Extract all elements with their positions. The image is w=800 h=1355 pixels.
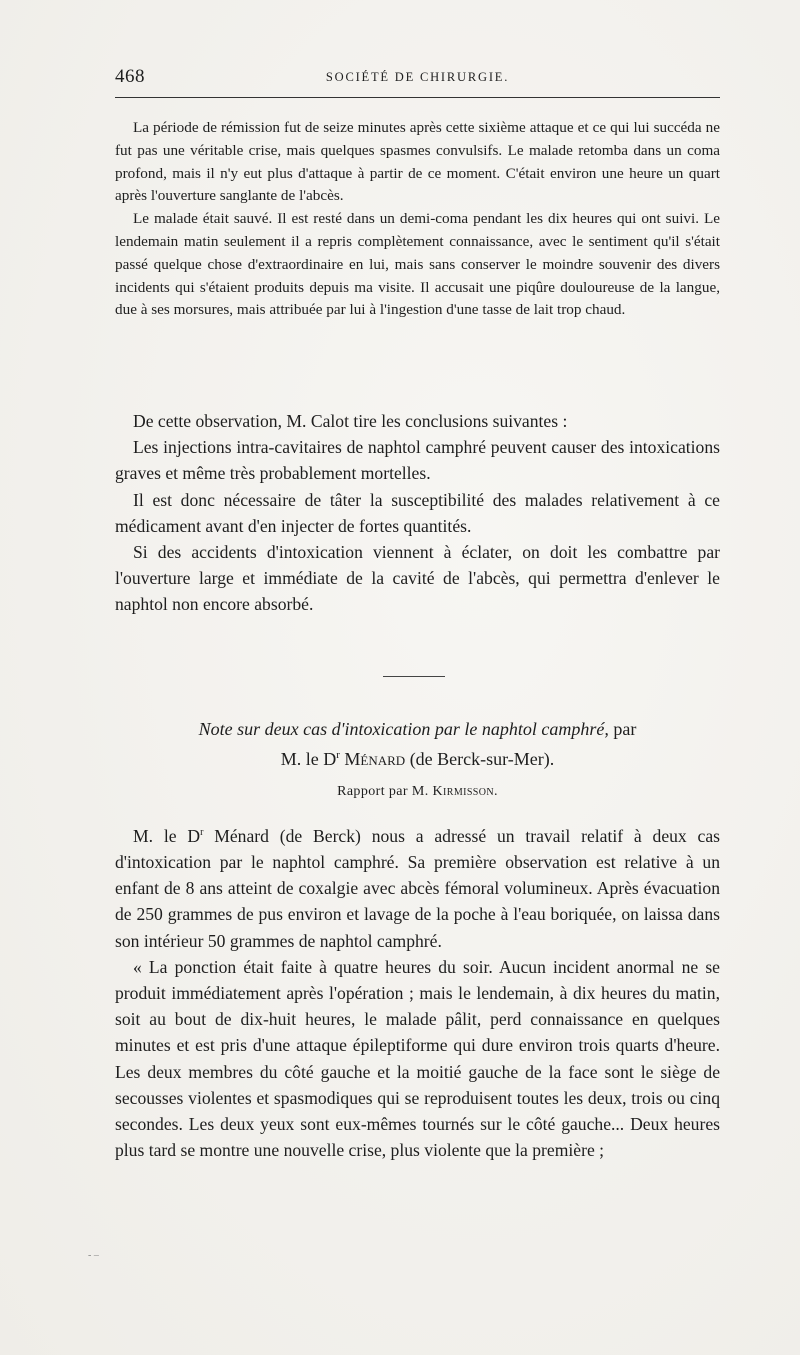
observation-end-section bbox=[115, 117, 720, 322]
header-rule bbox=[115, 97, 720, 98]
page-number: 468 bbox=[115, 66, 145, 87]
note-author: Ménard bbox=[344, 749, 406, 769]
conclusions-section bbox=[115, 408, 720, 618]
rapporteur-name: Kirmisson. bbox=[432, 784, 498, 799]
page-header bbox=[115, 66, 720, 90]
report-body bbox=[115, 820, 720, 1164]
section-separator bbox=[383, 676, 445, 677]
note-title-by: par bbox=[608, 719, 637, 739]
running-title: SOCIÉTÉ DE CHIRURGIE. bbox=[325, 70, 510, 84]
paragraph-remission: La période de rémission fut de seize minutes après cette sixième attaque et ce qui lui succéda ne fut pas une véritable crise, mais quelques spasmes convulsifs. Le malade retomba dans un coma profond, mais il n'y eut plus d'attaque à partir de ce moment. C'était environ une heure un quart après l'ouverture sanglante de l'abcès. bbox=[115, 119, 720, 205]
report-paragraph-1: M. le $D^r$ Ménard (de Berck) nous a adressé un travail relatif à deux cas d'intoxication par le naphtol camphré. Sa première observation est relative à un enfant de 8 ans atteint de coxalgie avec abcès fémoral volumineux. Après évacuation de 250 grammes de pus environ et lavage de la poche à l'eau boriquée, on laissa dans son intérieur 50 grammes de naphtol camphré. bbox=[115, 825, 721, 951]
note-title-line-2: M. le $D^r$ Ménard (de Berck-sur-Mer). bbox=[280, 749, 555, 769]
note-title-line-1 bbox=[115, 716, 720, 742]
report-paragraph-2: « La ponction était faite à quatre heures du soir. Aucun incident anormal ne se produit immédiatement après l'opération ; mais le lendemain, à dix heures du matin, soit au bout de dix-huit heures, le malade pâlit, perd connaissance en quelques minutes et est pris d'une attaque épileptiforme qui dure environ trois quarts d'heure. Les deux membres du côté gauche et la moitié gauche de la face sont le siège de secousses violentes et spasmodiques qui se reproduisent toutes les deux, trois ou cinq secondes. Les deux yeux sont eux-mêmes tournés sur le côté gauche... Deux heures plus tard se montre une nouvelle crise, plus violente que la première ; bbox=[115, 956, 720, 1161]
note-place: (de Berck-sur-Mer). bbox=[405, 749, 555, 769]
conclusion-1: Les injections intra-cavitaires de naphtol camphré peuvent causer des intoxications graves et même très probablement mortelles. bbox=[115, 437, 720, 484]
paragraph-patient-saved: Le malade était sauvé. Il est resté dans un demi-coma pendant les dix heures qui ont suivi. Le lendemain matin seulement il a repris complètement connaissance, avec le sentiment qu'il s'était passé quelque chose d'extraordinaire en lui, mais sans conserver le moindre souvenir des divers incidents qui s'étaient produits depuis ma visite. Il accusait une piqûre douloureuse de la langue, due à ses morsures, mais attribuée par lui à l'ingestion d'une tasse de lait trop chaud. bbox=[115, 210, 720, 319]
margin-mark: - – bbox=[88, 1250, 99, 1261]
conclusions-intro: De cette observation, M. Calot tire les conclusions suivantes : bbox=[133, 411, 568, 431]
note-title-italic: Note sur deux cas d'intoxication par le naphtol camphré, bbox=[198, 719, 609, 739]
conclusion-2: Il est donc nécessaire de tâter la susceptibilité des malades relativement à ce médicament avant d'en injecter de fortes quantités. bbox=[115, 489, 720, 536]
note-title bbox=[115, 716, 720, 772]
conclusion-3: Si des accidents d'intoxication viennent à éclater, on doit les combattre par l'ouverture large et immédiate de la cavité de l'abcès, qui permettra d'enlever le naphtol non encore absorbé. bbox=[115, 542, 720, 615]
rapport-line: Rapport par M. Kirmisson. bbox=[337, 784, 498, 799]
